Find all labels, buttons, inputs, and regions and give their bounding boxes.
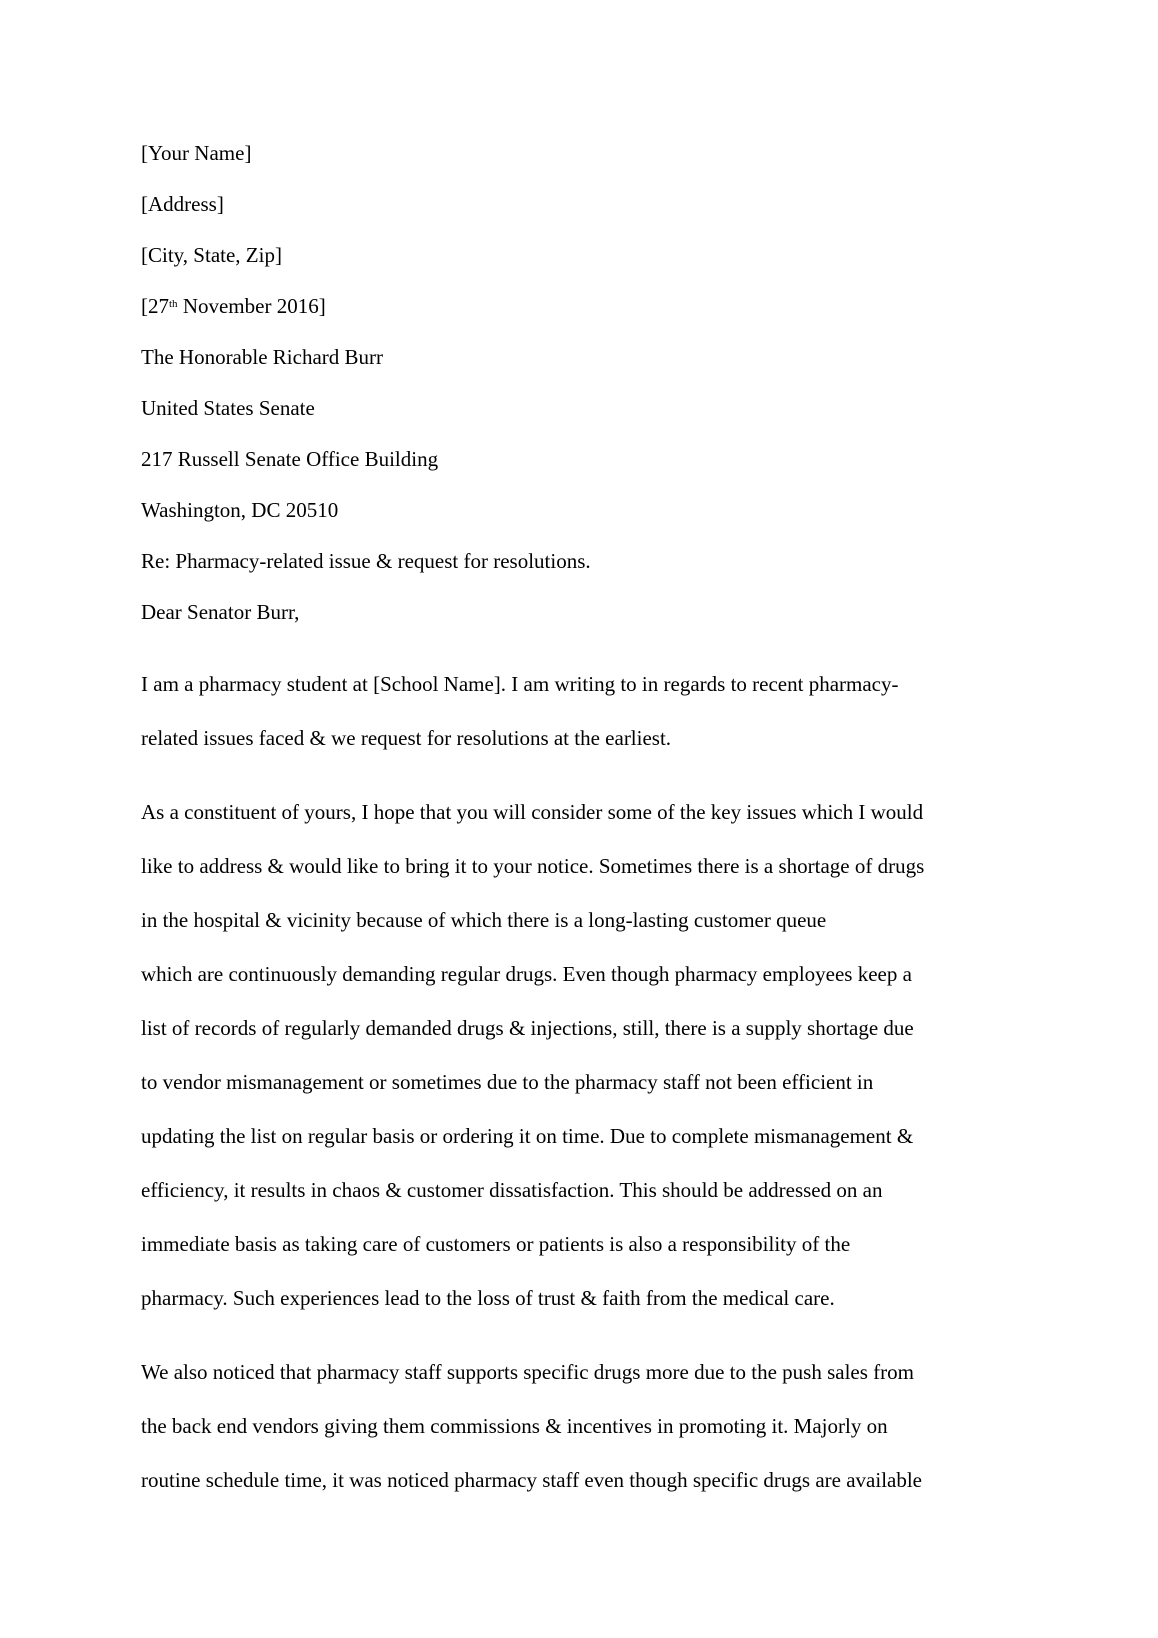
subject-line: Re: Pharmacy-related issue & request for resolutions. [141, 549, 591, 573]
paragraph-line: like to address & would like to bring it to your notice. Sometimes there is a shortage of drugs [141, 854, 925, 878]
paragraph [141, 1345, 1041, 1507]
recipient-street: 217 Russell Senate Office Building [141, 447, 439, 471]
salutation: Dear Senator Burr, [141, 600, 300, 624]
paragraph-line: immediate basis as taking care of customers or patients is also a responsibility of the [141, 1232, 851, 1256]
sender-address: [Address] [141, 192, 224, 216]
paragraph-line: in the hospital & vicinity because of which there is a long-lasting customer queue [141, 908, 827, 932]
recipient-name: The Honorable Richard Burr [141, 345, 384, 369]
paragraph-line: related issues faced & we request for resolutions at the earliest. [141, 726, 672, 750]
paragraph [141, 785, 1041, 1325]
paragraph-line: pharmacy. Such experiences lead to the loss of trust & faith from the medical care. [141, 1286, 835, 1310]
paragraph-line: As a constituent of yours, I hope that you will consider some of the key issues which I would [141, 800, 924, 824]
paragraph-line: which are continuously demanding regular drugs. Even though pharmacy employees keep a [141, 962, 912, 986]
date-day: [27 [141, 294, 169, 318]
recipient-city: Washington, DC 20510 [141, 498, 339, 522]
paragraph-line: routine schedule time, it was noticed pharmacy staff even though specific drugs are available [141, 1468, 922, 1492]
letter-body [141, 657, 1041, 1507]
paragraph [141, 657, 1041, 765]
date-month-year: November 2016] [177, 294, 326, 318]
date-ordinal-suffix: th [169, 298, 178, 310]
recipient-organization: United States Senate [141, 396, 315, 420]
paragraph-line: to vendor mismanagement or sometimes due to the pharmacy staff not been efficient in [141, 1070, 874, 1094]
paragraph-line: list of records of regularly demanded drugs & injections, still, there is a supply shortage due [141, 1016, 914, 1040]
paragraph-line: I am a pharmacy student at [School Name]. I am writing to in regards to recent pharmacy- [141, 672, 899, 696]
letter-date [141, 286, 1041, 337]
paragraph-line: We also noticed that pharmacy staff supports specific drugs more due to the push sales from [141, 1360, 914, 1384]
sender-city-state-zip: [City, State, Zip] [141, 243, 282, 267]
paragraph-line: the back end vendors giving them commissions & incentives in promoting it. Majorly on [141, 1414, 888, 1438]
paragraph-line: updating the list on regular basis or ordering it on time. Due to complete mismanagement & [141, 1124, 914, 1148]
paragraph-line: efficiency, it results in chaos & customer dissatisfaction. This should be addressed on an [141, 1178, 883, 1202]
sender-name: [Your Name] [141, 141, 252, 165]
letter-header [141, 133, 1041, 643]
